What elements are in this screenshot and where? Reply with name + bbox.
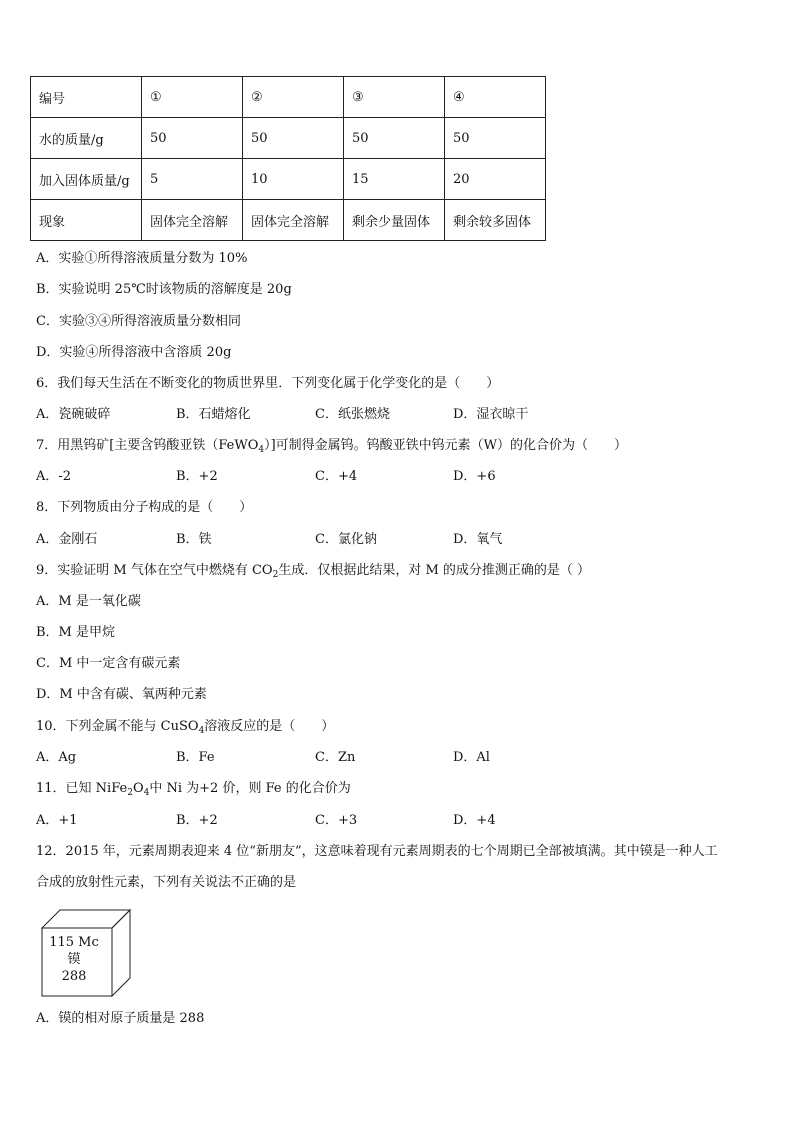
q5-option-d: D．实验④所得溶液中含溶质 20g [36, 345, 232, 360]
q8-option-c: C．氯化钠 [315, 532, 377, 547]
table-header-row [31, 77, 546, 118]
q8-option-d: D．氧气 [453, 532, 503, 547]
table-cell: 50 [445, 118, 546, 159]
element-name: 镆 [67, 952, 81, 967]
table-cell: 50 [243, 118, 344, 159]
table-row [31, 159, 546, 200]
q11-option-d: D．+4 [453, 813, 496, 828]
table-cell: 固体完全溶解 [142, 200, 243, 241]
q8-option-a: A．金刚石 [36, 532, 98, 547]
q7-stem-part: 7．用黑钨矿[主要含钨酸亚铁（FeWO [36, 438, 259, 453]
element-card [42, 934, 106, 985]
table-cell: ① [142, 77, 243, 118]
q6-option-c: C．纸张燃烧 [315, 407, 390, 422]
experiment-table [30, 76, 546, 241]
q8-option-b: B．铁 [176, 532, 212, 547]
q7-stem-part: ）]可制得金属钨。钨酸亚铁中钨元素（W）的化合价为（ ） [264, 438, 628, 453]
element-mass: 288 [61, 969, 87, 984]
q10-option-a: A．Ag [36, 750, 77, 765]
element-number-symbol: 115 Mc [49, 935, 99, 950]
q6-option-d: D．湿衣晾干 [453, 407, 529, 422]
subscript: 2 [272, 570, 279, 580]
q10-option-c: C．Zn [315, 750, 356, 765]
table-cell: 加入固体质量/g [31, 159, 142, 200]
q9-stem-part: 9．实验证明 M 气体在空气中燃烧有 CO [36, 563, 273, 578]
table-cell: ② [243, 77, 344, 118]
q10-stem-part: 溶液反应的是（ ） [204, 719, 335, 734]
q9-stem-part: 生成．仅根据此结果，对 M 的成分推测正确的是（ ） [278, 563, 591, 578]
q9-stem [36, 562, 590, 580]
q6-option-a: A．瓷碗破碎 [36, 407, 111, 422]
q5-option-a: A．实验①所得溶液质量分数为 10% [36, 251, 248, 266]
subscript: 4 [258, 445, 265, 455]
q11-stem [36, 780, 351, 798]
table-cell: 编号 [31, 77, 142, 118]
q6-stem: 6．我们每天生活在不断变化的物质世界里．下列变化属于化学变化的是（ ） [36, 376, 500, 391]
subscript: 4 [143, 788, 150, 798]
q9-option-c: C．M 中一定含有碳元素 [36, 656, 181, 671]
q6-option-b: B．石蜡熔化 [176, 407, 251, 422]
q11-stem-part: O [132, 781, 144, 796]
table-cell: 水的质量/g [31, 118, 142, 159]
q9-option-d: D．M 中含有碳、氧两种元素 [36, 687, 207, 702]
table-cell: ④ [445, 77, 546, 118]
table-row [31, 200, 546, 241]
q10-stem [36, 718, 334, 736]
subscript: 2 [127, 788, 133, 798]
table-cell: 20 [445, 159, 546, 200]
q10-stem-part: 10．下列金属不能与 CuSO [36, 719, 199, 734]
q7-option-c: C．+4 [315, 469, 358, 484]
table-row [31, 118, 546, 159]
q7-option-d: D．+6 [453, 469, 496, 484]
q8-stem: 8．下列物质由分子构成的是（ ） [36, 500, 253, 515]
q12-option-a: A．镆的相对原子质量是 288 [36, 1011, 205, 1026]
q11-option-c: C．+3 [315, 813, 358, 828]
q7-stem [36, 437, 627, 455]
q7-option-b: B．+2 [176, 469, 218, 484]
table-cell: 50 [344, 118, 445, 159]
q10-option-d: D．Al [453, 750, 490, 765]
table-cell: 10 [243, 159, 344, 200]
q11-stem-part: 中 Ni 为+2 价，则 Fe 的化合价为 [149, 781, 351, 796]
q12-stem-line2: 合成的放射性元素，下列有关说法不正确的是 [36, 875, 297, 890]
table-cell: 50 [142, 118, 243, 159]
table-cell: 固体完全溶解 [243, 200, 344, 241]
q10-option-b: B．Fe [176, 750, 215, 765]
q11-option-a: A．+1 [36, 813, 78, 828]
q12-stem-line1: 12．2015 年，元素周期表迎来 4 位“新朋友”，这意味着现有元素周期表的七个周期已全部被填满。其中镆是一种人工 [36, 844, 718, 859]
q11-stem-part: 11．已知 NiFe [36, 781, 128, 796]
q5-option-b: B．实验说明 25℃时该物质的溶解度是 20g [36, 282, 292, 297]
q5-option-c: C．实验③④所得溶液质量分数相同 [36, 314, 241, 329]
q7-option-a: A．-2 [36, 469, 72, 484]
table-cell: 15 [344, 159, 445, 200]
q11-option-b: B．+2 [176, 813, 218, 828]
table-cell: 5 [142, 159, 243, 200]
table-cell: 剩余较多固体 [445, 200, 546, 241]
q9-option-a: A．M 是一氧化碳 [36, 594, 141, 609]
table-cell: 现象 [31, 200, 142, 241]
table-cell: 剩余少量固体 [344, 200, 445, 241]
q9-option-b: B．M 是甲烷 [36, 625, 115, 640]
subscript: 4 [198, 726, 205, 736]
table-cell: ③ [344, 77, 445, 118]
